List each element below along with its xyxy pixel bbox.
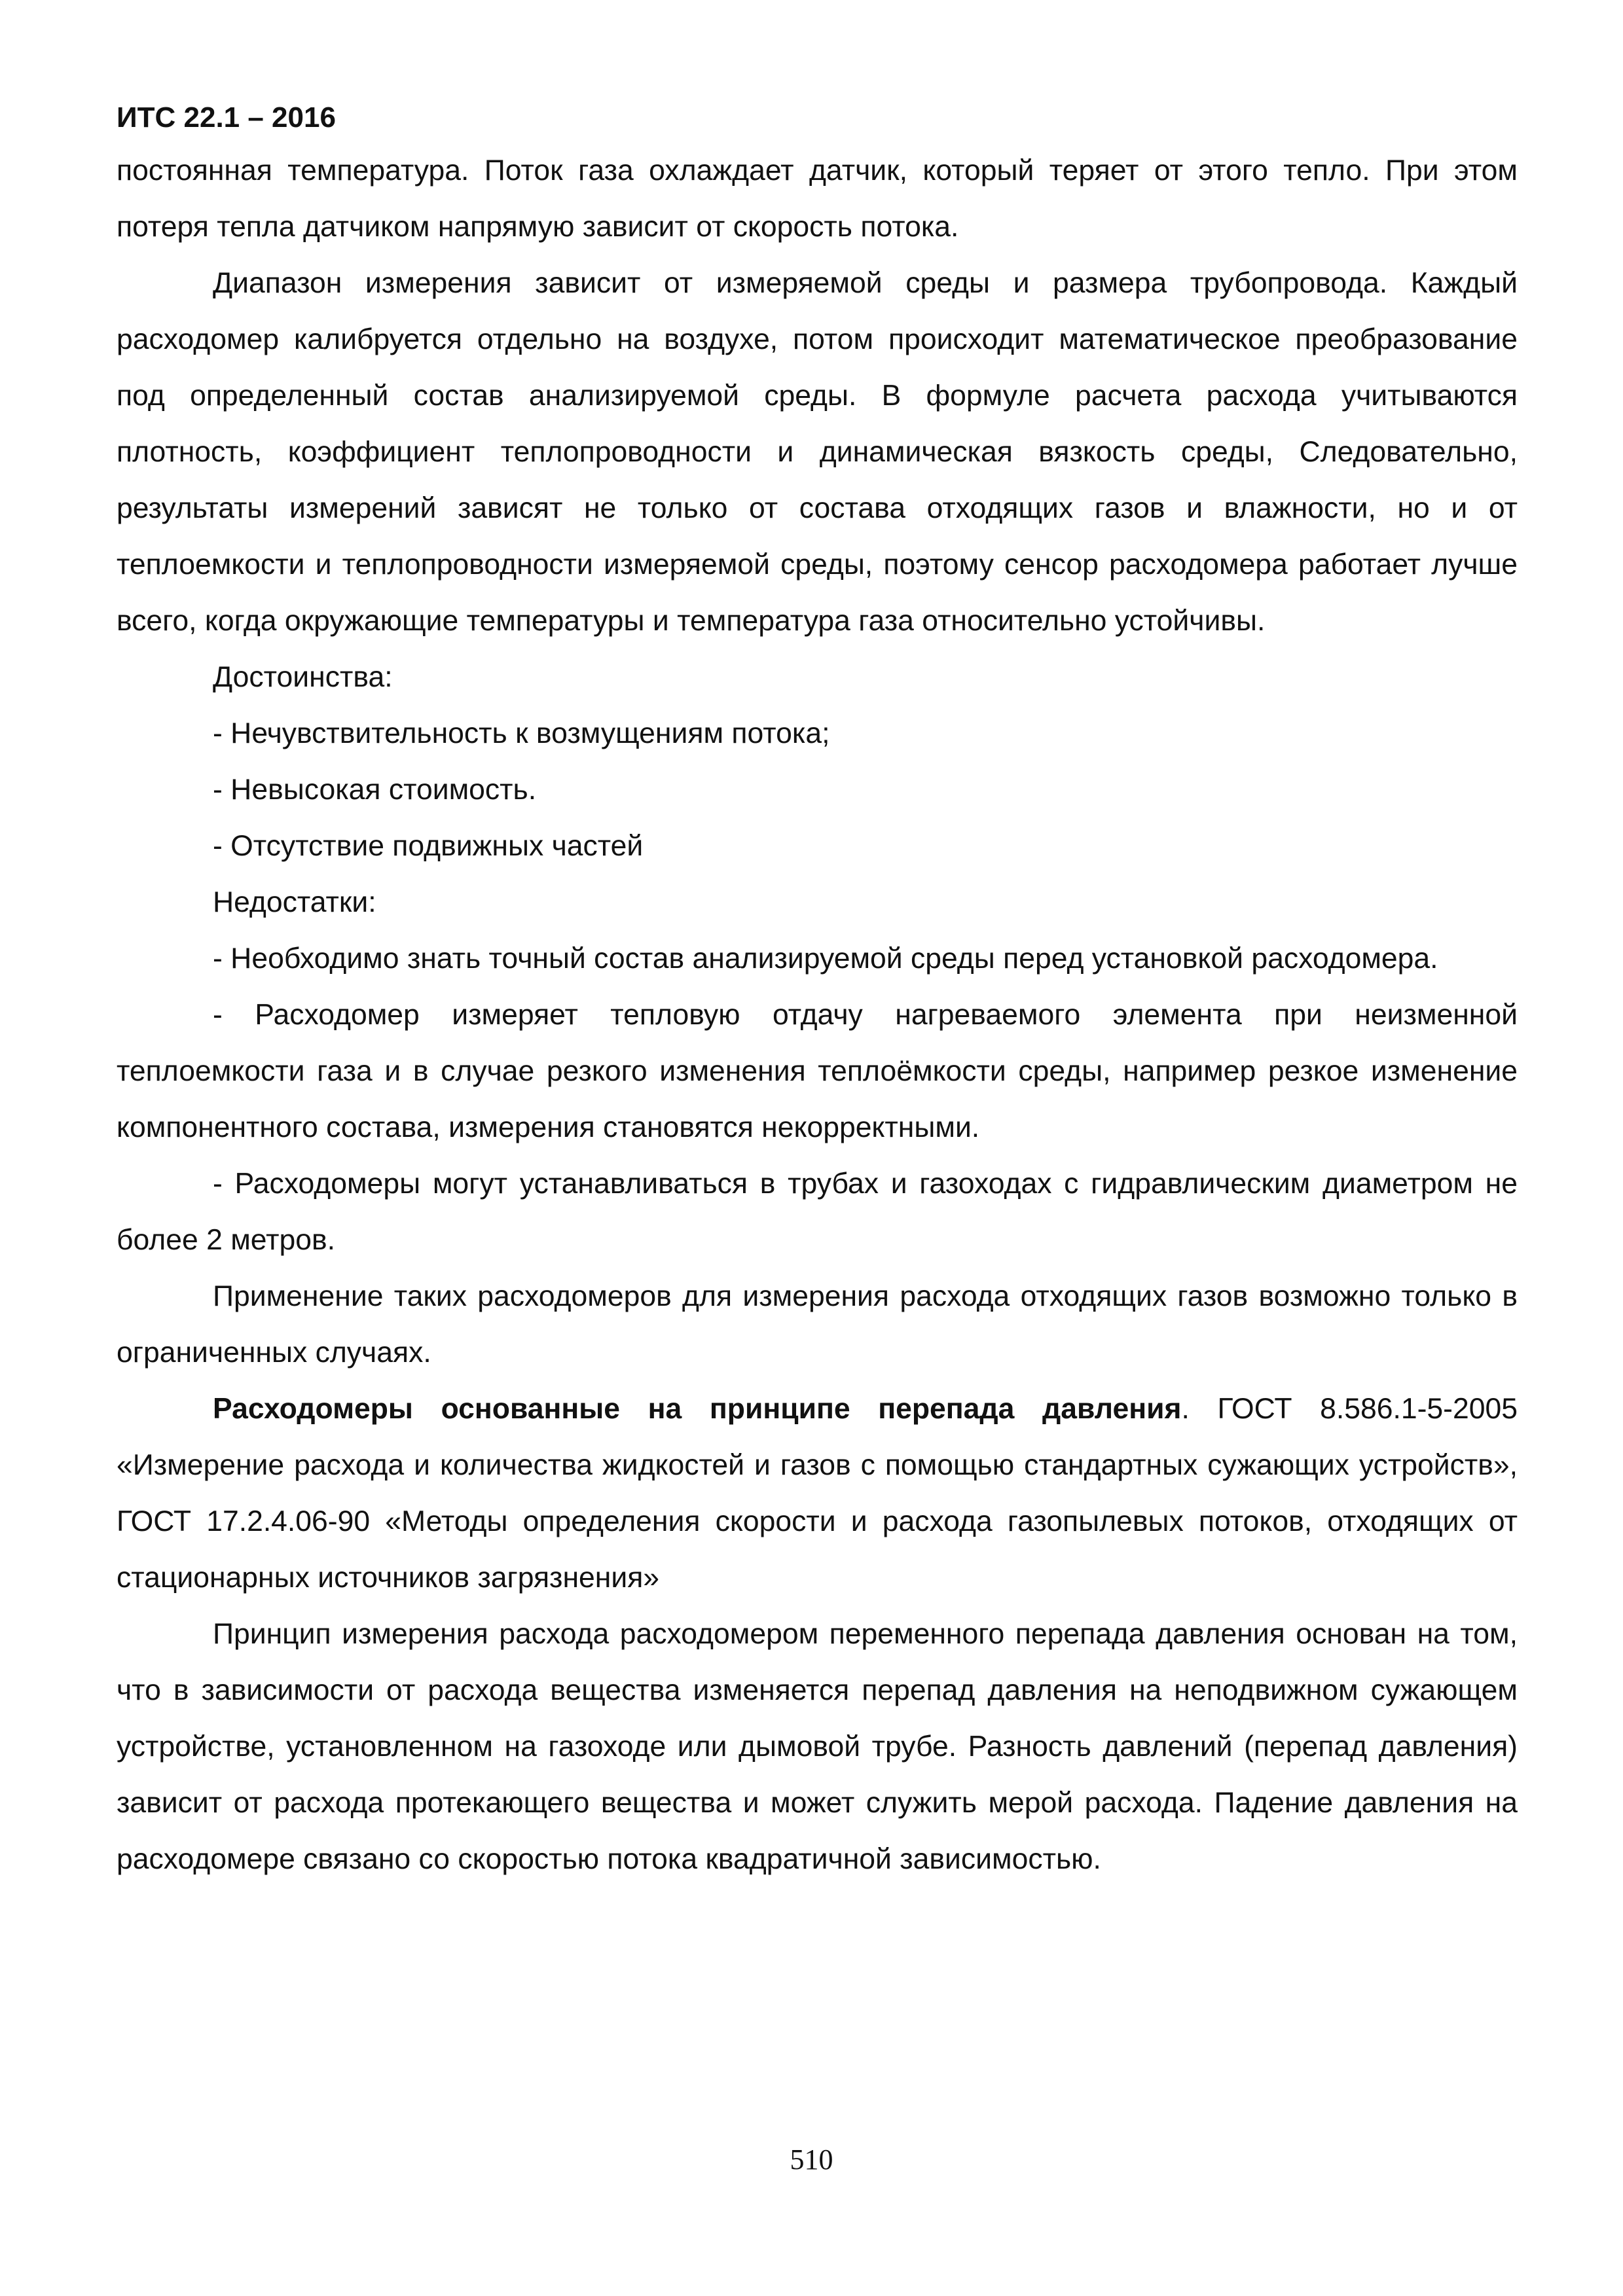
advantage-item: - Нечувствительность к возмущениям потока; — [213, 717, 830, 749]
paragraph-differential-pressure — [117, 1381, 1518, 1606]
advantage-item: - Отсутствие подвижных частей — [213, 830, 644, 862]
standards-reference: . ГОСТ 8.586.1-5-2005 «Измерение расхода и количества жидкостей и газов с помощью стандартных сужающих устройств», ГОСТ 17.2.4.06-90 «Методы определения скорости и расхода газопылевых потоков, отходящих от стационарных источников загрязнения» — [117, 1393, 1518, 1594]
advantages-heading: Достоинства: — [213, 661, 393, 693]
document-page — [117, 98, 1518, 1888]
disadvantages-heading: Недостатки: — [213, 886, 376, 918]
disadvantage-item: - Расходомеры могут устанавливаться в трубах и газоходах с гидравлическим диаметром не более 2 метров. — [117, 1168, 1518, 1256]
paragraph-measurement-principle: Принцип измерения расхода расходомером переменного перепада давления основан на том, что в зависимости от расхода вещества изменяется перепад давления на неподвижном сужающем устройстве, установленном на газоходе или дымовой трубе. Разность давлений (перепад давления) зависит от расхода протекающего вещества и может служить мерой расхода. Падение давления на расходомере связано со скоростью потока квадратичной зависимостью. — [117, 1618, 1518, 1875]
paragraph-measurement-range: Диапазон измерения зависит от измеряемой среды и размера трубопровода. Каждый расходомер калибруется отдельно на воздухе, потом происходит математическое преобразование под определенный состав анализируемой среды. В формуле расчета расхода учитываются плотность, коэффициент теплопроводности и динамическая вязкость среды, Следовательно, результаты измерений зависят не только от состава отходящих газов и влажности, но и от теплоемкости и теплопроводности измеряемой среды, поэтому сенсор расходомера работает лучше всего, когда окружающие температуры и температура газа относительно устойчивы. — [117, 267, 1518, 637]
page-number: 510 — [790, 2144, 833, 2176]
document-header: ИТС 22.1 – 2016 — [117, 101, 336, 134]
disadvantage-item: - Необходимо знать точный состав анализируемой среды перед установкой расходомера. — [213, 942, 1438, 975]
paragraph-sensor-heat-loss: постоянная температура. Поток газа охлаждает датчик, который теряет от этого тепло. При этом потеря тепла датчиком напрямую зависит от скорость потока. — [117, 154, 1518, 243]
paragraph-application: Применение таких расходомеров для измерения расхода отходящих газов возможно только в ограниченных случаях. — [117, 1280, 1518, 1369]
disadvantage-item: - Расходомер измеряет тепловую отдачу нагреваемого элемента при неизменной теплоемкости газа и в случае резкого изменения теплоёмкости среды, например резкое изменение компонентного состава, измерения становятся некорректными. — [117, 999, 1518, 1143]
advantage-item: - Невысокая стоимость. — [213, 774, 537, 806]
section-title-differential-pressure: Расходомеры основанные на принципе перепада давления — [213, 1393, 1182, 1425]
